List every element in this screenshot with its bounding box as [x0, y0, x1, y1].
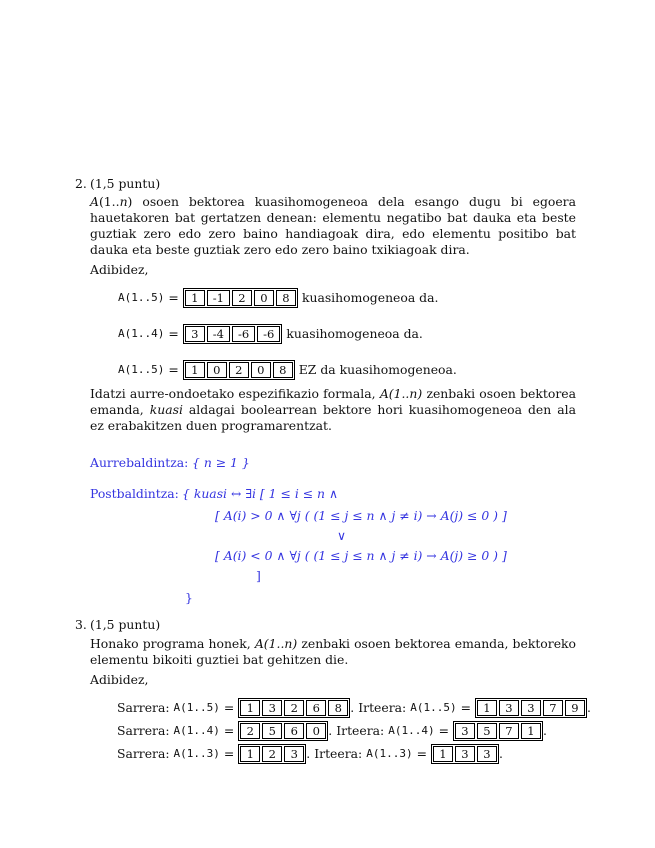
exercise-2-intro — [90, 194, 576, 258]
output-array-boxes — [431, 744, 499, 764]
array-cell: 0 — [207, 362, 227, 378]
example-label: A(1..4) — [118, 327, 165, 340]
ex2-example-3 — [118, 360, 461, 380]
array-cell: 2 — [240, 723, 260, 739]
equals-sign: = — [416, 746, 427, 761]
input-label: A(1..3) — [173, 747, 220, 760]
array-cell: 6 — [284, 723, 304, 739]
input-array-boxes — [238, 744, 306, 764]
array-cell: -1 — [207, 290, 230, 306]
input-label: A(1..4) — [173, 724, 220, 737]
task-array: A(1..n) — [379, 386, 423, 401]
array-cell: 5 — [262, 723, 282, 739]
output-array-boxes — [453, 721, 543, 741]
array-cell: -4 — [207, 326, 230, 342]
intro-range-open: (1.. — [98, 194, 120, 209]
array-cell: 3 — [521, 700, 541, 716]
task-text: zenbaki osoen bektorea emanda, — [90, 386, 576, 417]
array-cell: -6 — [257, 326, 280, 342]
intro-text: Honako programa honek, — [90, 636, 251, 651]
array-cell: 1 — [240, 700, 260, 716]
exercise-2-number: 2. — [75, 176, 87, 191]
precondition-formula: { n ≥ 1 } — [192, 455, 250, 470]
separator: . — [542, 723, 547, 738]
postcondition-line-3: [ A(i) < 0 ∧ ∀j ( (1 ≤ j ≤ n ∧ j ≠ i) → A(j) ≥ 0 ) ] — [215, 548, 507, 563]
input-word: Sarrera: — [117, 723, 170, 738]
input-word: Sarrera: — [117, 700, 170, 715]
example-result: kuasihomogeneoa da. — [301, 290, 439, 305]
separator: . — [498, 746, 503, 761]
example-result: kuasihomogeneoa da. — [286, 326, 423, 341]
separator: . — [328, 723, 333, 738]
array-cell: 6 — [306, 700, 326, 716]
array-cell: 1 — [185, 290, 205, 306]
equals-sign: = — [223, 723, 235, 738]
array-cell: 0 — [251, 362, 271, 378]
task-variable: kuasi — [149, 402, 183, 417]
array-cell: 3 — [185, 326, 205, 342]
input-label: A(1..5) — [173, 701, 220, 714]
ex3-example-3 — [117, 744, 507, 764]
example-result: EZ da kuasihomogeneoa. — [298, 362, 457, 377]
separator: . — [306, 746, 311, 761]
intro-array: A(1..n) — [254, 636, 298, 651]
postcondition-close: } — [185, 590, 193, 605]
example-label: A(1..5) — [118, 363, 165, 376]
output-array-boxes — [475, 698, 587, 718]
ex3-example-1 — [117, 698, 595, 718]
output-word: Irteera: — [336, 723, 385, 738]
array-cell: 7 — [499, 723, 519, 739]
intro-text: osoen bektorea kuasihomogeneoa dela esango dugu bi egoera hauetakoren bat gertatzen denean: elementu negatibo bat dauka eta beste guztiak zero edo zero baino handiagoak dira, edo elementu positibo bat dauka eta beste guztiak zero edo zero baino txikiagoak dira. — [90, 194, 576, 257]
ex2-example-1 — [118, 288, 442, 308]
array-cell: 8 — [276, 290, 296, 306]
equals-sign: = — [438, 723, 449, 738]
array-cell: 1 — [433, 746, 453, 762]
intro-range-close: ) — [127, 194, 133, 209]
array-cell: 3 — [284, 746, 304, 762]
equals-sign: = — [223, 746, 235, 761]
array-cell: 2 — [262, 746, 282, 762]
input-array-boxes — [238, 721, 328, 741]
exercise-2-task — [90, 386, 576, 434]
separator: . — [586, 700, 591, 715]
array-cell: 2 — [232, 290, 252, 306]
array-cell: 1 — [185, 362, 205, 378]
output-label: A(1..3) — [366, 747, 413, 760]
array-cell: 0 — [306, 723, 326, 739]
array-cell: 3 — [455, 746, 475, 762]
array-cell: 2 — [229, 362, 249, 378]
postcondition-label: Postbaldintza: — [90, 486, 179, 501]
array-cell: 1 — [521, 723, 541, 739]
postcondition-line-1: { kuasi ↔ ∃i [ 1 ≤ i ≤ n ∧ — [182, 486, 339, 501]
array-cell: 0 — [254, 290, 274, 306]
array-cell: 3 — [455, 723, 475, 739]
exercise-3-intro — [90, 636, 576, 668]
equals-sign: = — [460, 700, 471, 715]
array-cell: 1 — [240, 746, 260, 762]
task-text: Idatzi aurre-ondoetako espezifikazio formala, — [90, 386, 376, 401]
postcondition-line-2: [ A(i) > 0 ∧ ∀j ( (1 ≤ j ≤ n ∧ j ≠ i) → A(j) ≤ 0 ) ] — [215, 508, 507, 523]
output-label: A(1..4) — [388, 724, 435, 737]
equals-sign: = — [168, 362, 179, 377]
precondition-label: Aurrebaldintza: — [90, 455, 189, 470]
array-cell: 7 — [543, 700, 563, 716]
task-text: aldagai boolearrean bektore hori kuasihomogeneoa den ala ez erabakitzen duen programarentzat. — [90, 402, 576, 433]
separator: . — [350, 700, 355, 715]
array-cell: 3 — [262, 700, 282, 716]
array-cell: 3 — [499, 700, 519, 716]
intro-array-name: A — [90, 194, 99, 209]
equals-sign: = — [168, 326, 179, 341]
array-boxes — [183, 288, 298, 308]
exercise-3-number: 3. — [75, 617, 87, 632]
array-cell: 5 — [477, 723, 497, 739]
intro-text: zenbaki osoen bektorea emanda, bektoreko elementu bikoiti guztiei bat gehitzen die. — [90, 636, 576, 667]
ex3-example-2 — [117, 721, 551, 741]
exercise-3-adibidez: Adibidez, — [90, 672, 149, 687]
intro-range-n: n — [119, 194, 128, 209]
input-array-boxes — [238, 698, 350, 718]
array-cell: 9 — [565, 700, 585, 716]
array-cell: 2 — [284, 700, 304, 716]
ex2-example-2 — [118, 324, 427, 344]
array-boxes — [183, 324, 283, 344]
array-boxes — [183, 360, 295, 380]
input-word: Sarrera: — [117, 746, 170, 761]
array-cell: 1 — [477, 700, 497, 716]
output-label: A(1..5) — [410, 701, 457, 714]
array-cell: -6 — [232, 326, 255, 342]
postcondition-or: ∨ — [337, 528, 347, 543]
exercise-3-points: (1,5 puntu) — [90, 617, 161, 632]
exercise-2-adibidez: Adibidez, — [90, 262, 149, 277]
equals-sign: = — [223, 700, 235, 715]
array-cell: 3 — [477, 746, 497, 762]
postcondition-bracket: ] — [256, 568, 261, 583]
array-cell: 8 — [273, 362, 293, 378]
output-word: Irteera: — [314, 746, 363, 761]
output-word: Irteera: — [358, 700, 407, 715]
exercise-2-points: (1,5 puntu) — [90, 176, 161, 191]
equals-sign: = — [168, 290, 179, 305]
array-cell: 8 — [328, 700, 348, 716]
example-label: A(1..5) — [118, 291, 165, 304]
